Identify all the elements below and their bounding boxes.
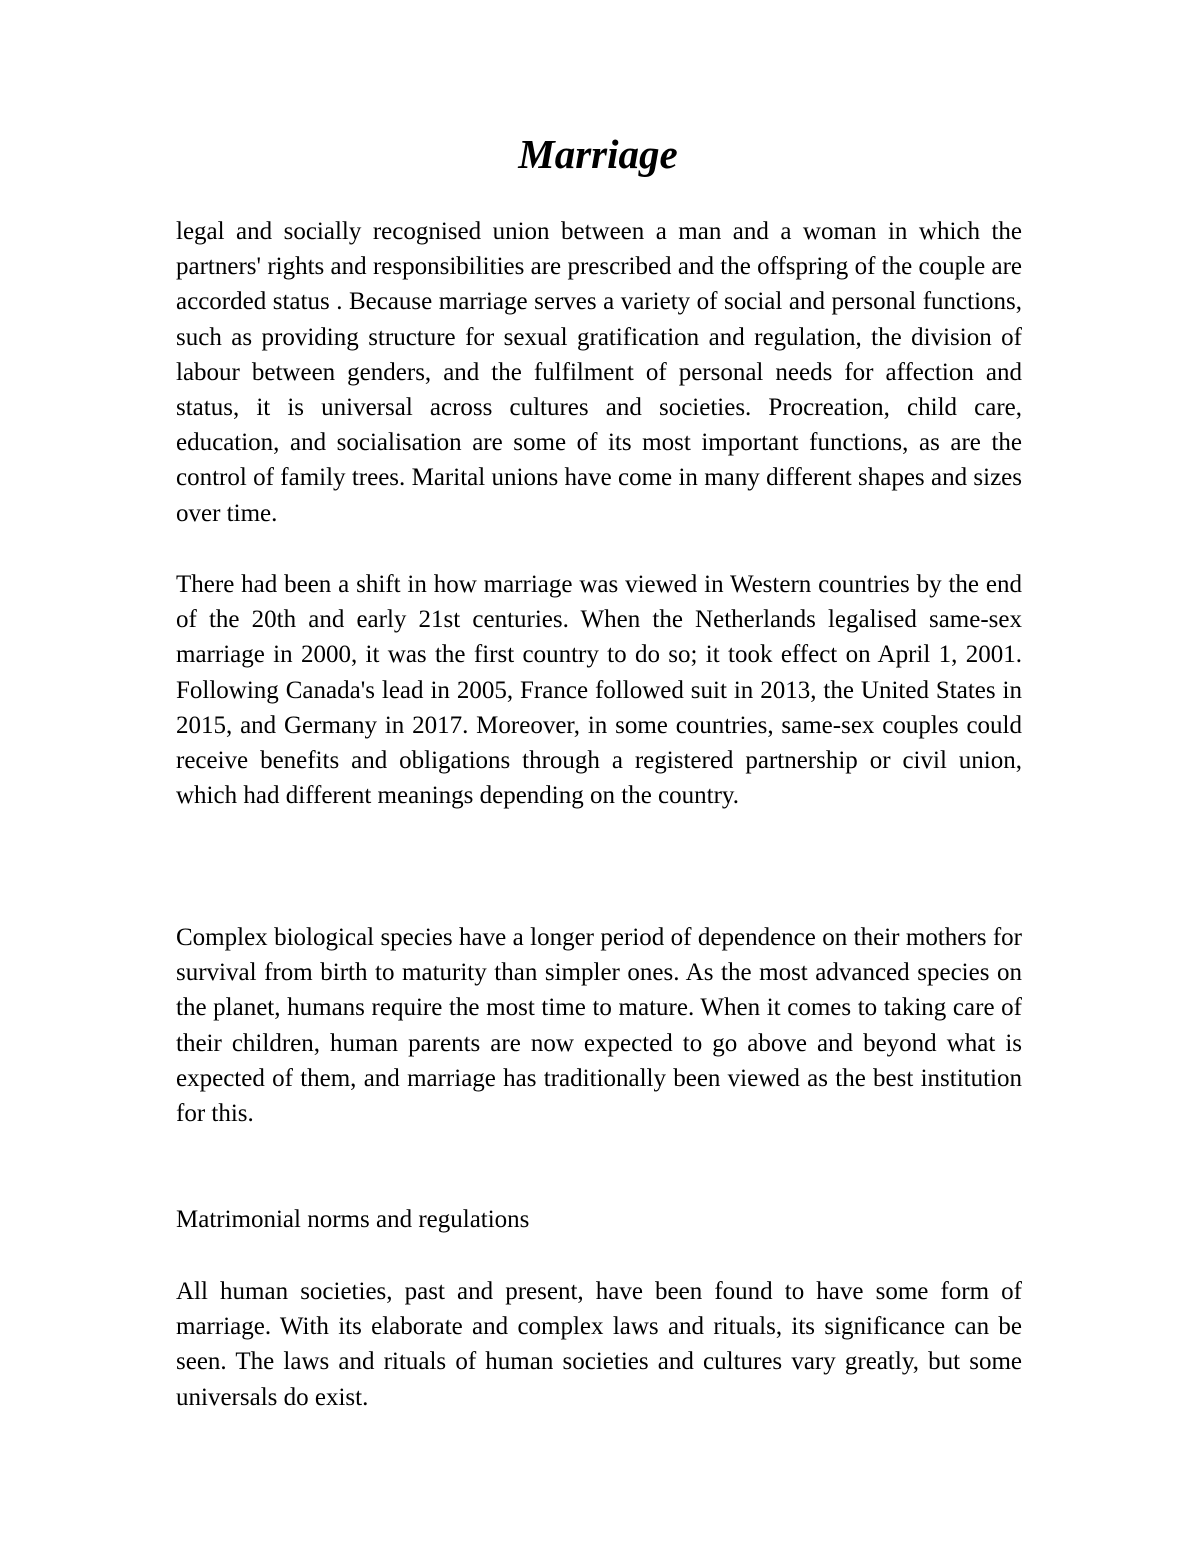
section-heading-matrimonial-norms: Matrimonial norms and regulations (176, 1206, 530, 1233)
document-title: Marriage (518, 131, 678, 177)
paragraph-universal-marriage: All human societies, past and present, have been found to have some form of marriage. With its elaborate and complex laws and rituals, its significance can be seen. The laws and rituals of human societies and cultures vary greatly, but some universals do exist. (176, 1278, 1022, 1411)
paragraph-biological-dependence: Complex biological species have a longer period of dependence on their mothers for survival from birth to maturity than simpler ones. As the most advanced species on the planet, humans require the most time to mature. When it comes to taking care of their children, human parents are now expected to go above and beyond what is expected of them, and marriage has traditionally been viewed as the best institution for this. (176, 924, 1022, 1128)
paragraph-western-shift: There had been a shift in how marriage was viewed in Western countries by the end of the 20th and early 21st centuries. When the Netherlands legalised same-sex marriage in 2000, it was the first country to do so; it took effect on April 1, 2001. Following Canada's lead in 2005, France followed suit in 2013, the United States in 2015, and Germany in 2017. Moreover, in some countries, same-sex couples could receive benefits and obligations through a registered partnership or civil union, which had different meanings depending on the country. (176, 571, 1022, 810)
paragraph-definition: legal and socially recognised union between a man and a woman in which the partners' rights and responsibilities are prescribed and the offspring of the couple are accorded status . Because marriage serves a variety of social and personal functions, such as providing structure for sexual gratification and regulation, the division of labour between genders, and the fulfilment of personal needs for affection and status, it is universal across cultures and societies. Procreation, child care, education, and socialisation are some of its most important functions, as are the control of family trees. Marital unions have come in many different shapes and sizes over time. (176, 218, 1022, 527)
